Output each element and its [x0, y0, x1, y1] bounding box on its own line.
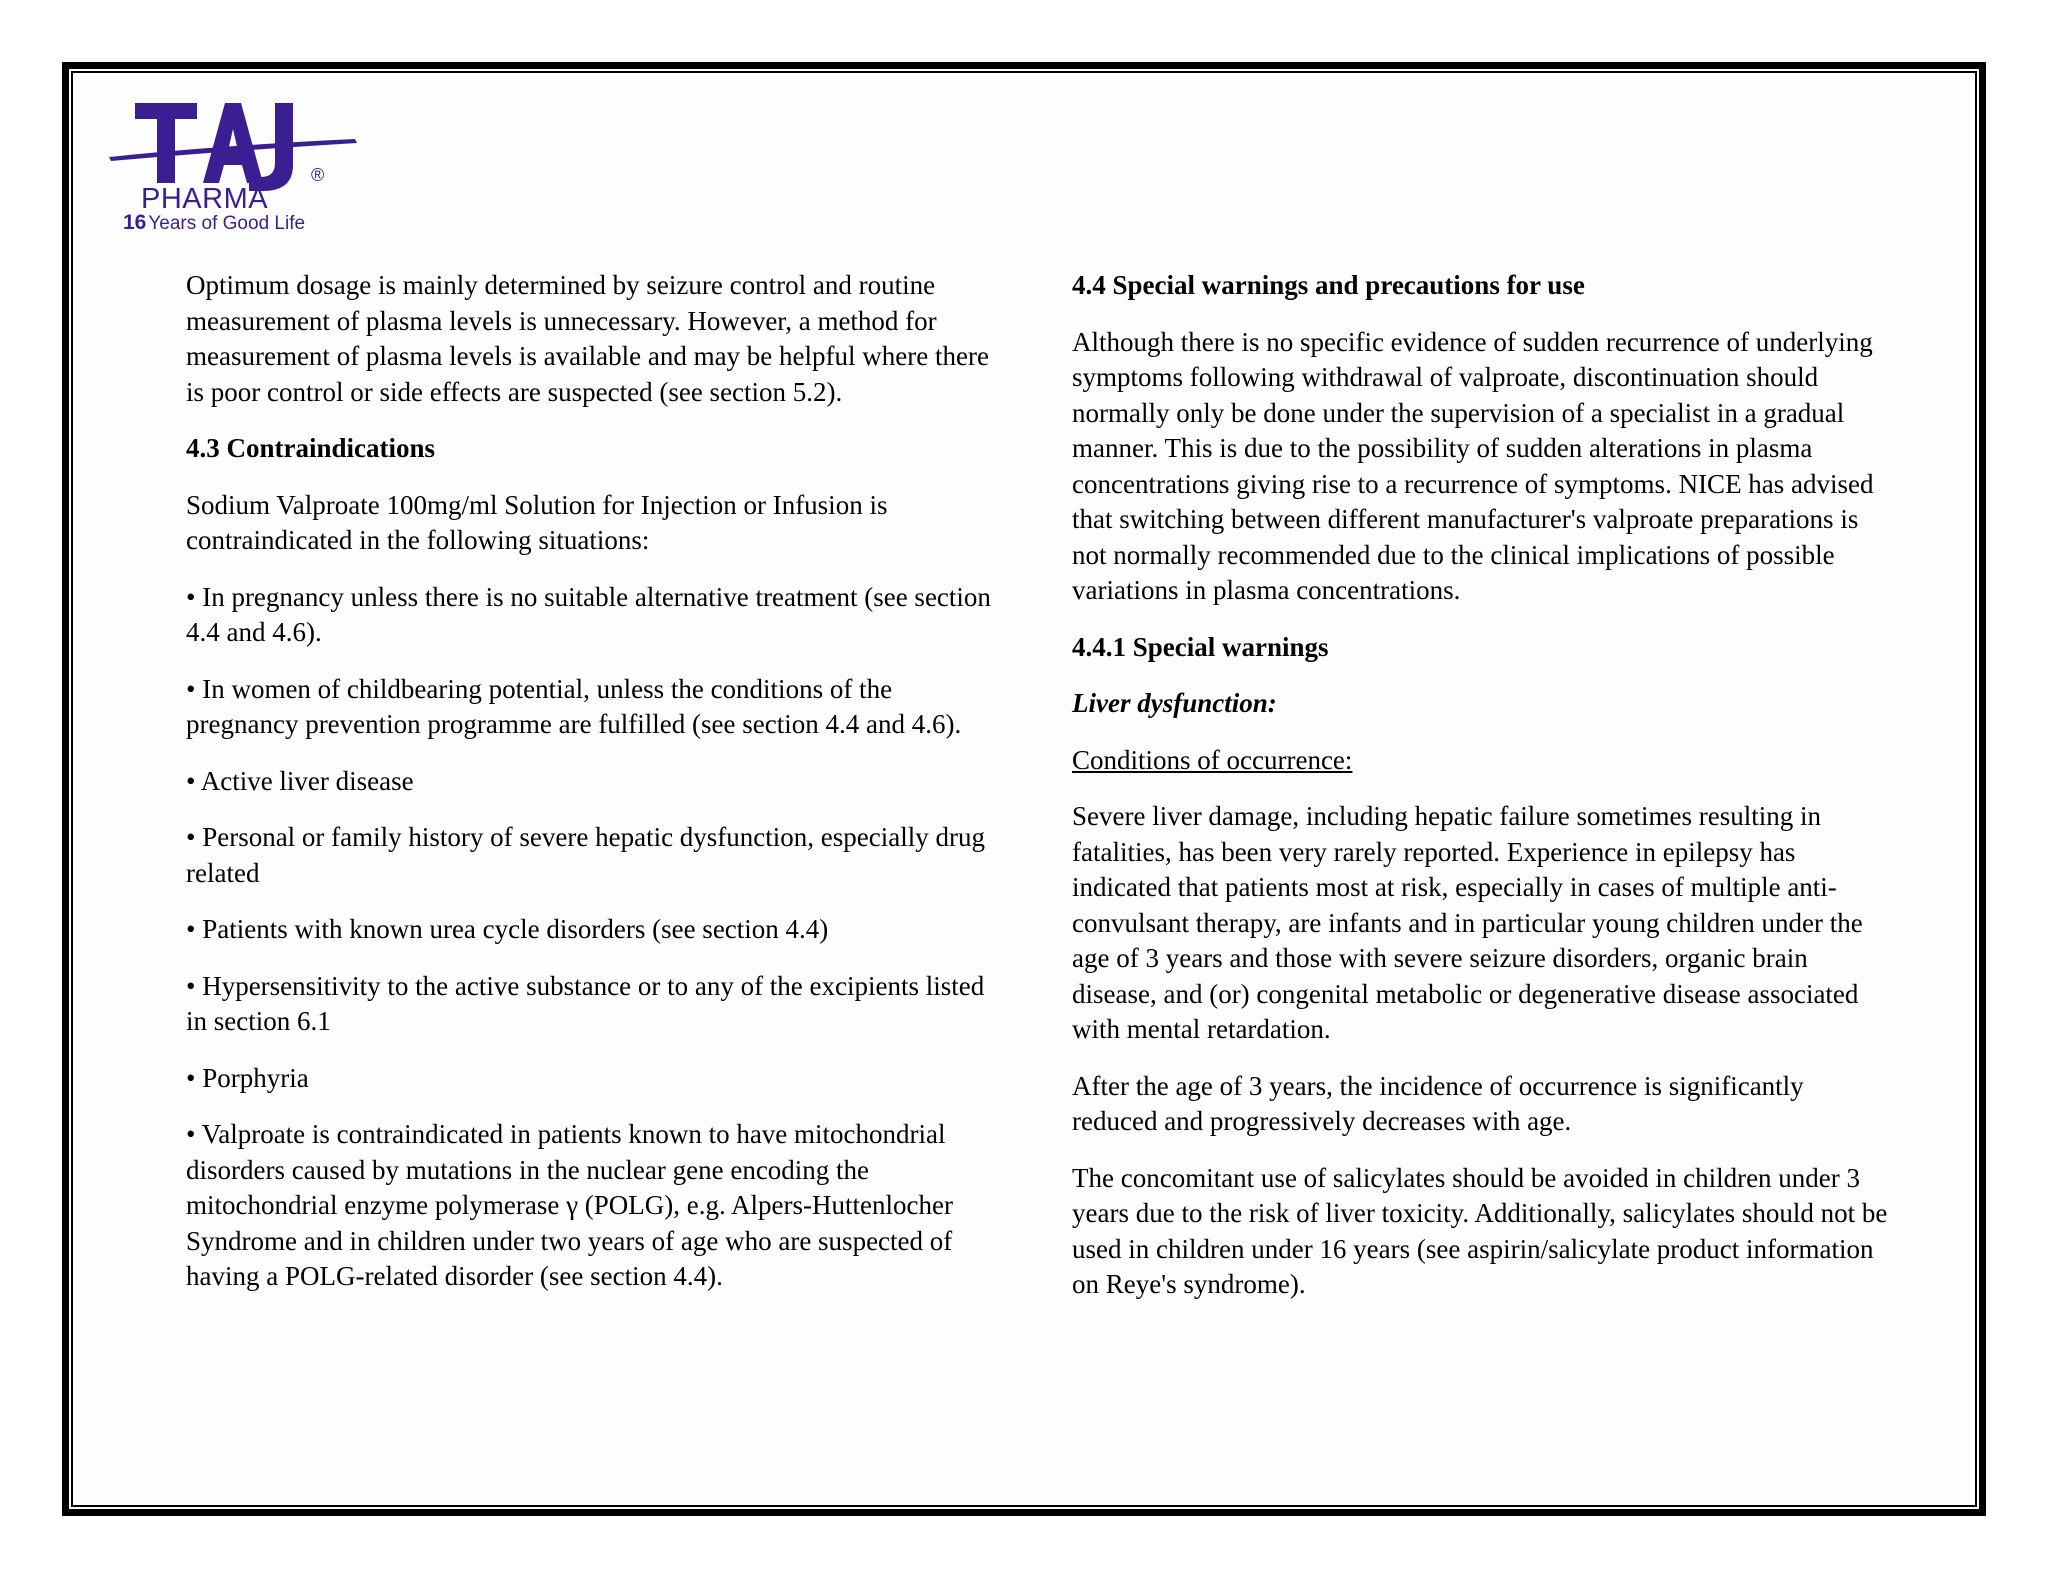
- logo-tagline-text: Years of Good Life: [148, 213, 306, 234]
- registered-mark: ®: [311, 165, 325, 185]
- salicylates-paragraph: The concomitant use of salicylates should be avoided in children under 3 years due to the risk of liver toxicity. Additionally, salicylates should not be used in children under 16 years (see aspirin/salicylate product information on Reye's syndrome).: [1072, 1162, 1888, 1299]
- logo-tagline: [123, 211, 305, 235]
- bullet-item: • Porphyria: [186, 1062, 309, 1093]
- contraindications-lead: Sodium Valproate 100mg/ml Solution for Injection or Infusion is contraindicated in the following situations:: [186, 489, 888, 555]
- left-column: [186, 268, 1006, 1316]
- bullet-item: • In women of childbearing potential, unless the conditions of the pregnancy prevention programme are fulfilled (see section 4.4 and 4.6).: [186, 673, 962, 739]
- liver-damage-paragraph: Severe liver damage, including hepatic failure sometimes resulting in fatalities, has been very rarely reported. Experience in epilepsy has indicated that patients most at risk, especially in cases of multiple anti-convulsant therapy, are infants and in particular young children under the age of 3 years and those with severe seizure disorders, organic brain disease, and (or) congenital metabolic or degenerative disease associated with mental retardation.: [1072, 801, 1863, 1044]
- subsection-heading-special-warnings: 4.4.1 Special warnings: [1072, 631, 1329, 662]
- bullet-item: • Valproate is contraindicated in patients known to have mitochondrial disorders caused by mutations in the nuclear gene encoding the mitochondrial enzyme polymerase γ (POLG), e.g. Alpers-Huttenlocher Syndrome and in children under two years of age who are suspected of having a POLG-related disorder (see section 4.4).: [186, 1119, 953, 1291]
- bullet-item: • Personal or family history of severe hepatic dysfunction, especially drug related: [186, 822, 985, 888]
- bullet-item: • Hypersensitivity to the active substance or to any of the excipients listed in section 6.1: [186, 970, 985, 1036]
- bullet-item: • In pregnancy unless there is no suitable alternative treatment (see section 4.4 and 4.6).: [186, 581, 991, 647]
- withdrawal-paragraph: Although there is no specific evidence of sudden recurrence of underlying symptoms following withdrawal of valproate, discontinuation should normally only be done under the supervision of a specialist in a gradual manner. This is due to the possibility of sudden alterations in plasma concentrations giving rise to a recurrence of symptoms. NICE has advised that switching between different manufacturer's valproate preparations is not normally recommended due to the clinical implications of possible variations in plasma concentrations.: [1072, 326, 1874, 605]
- section-heading-contraindications: 4.3 Contraindications: [186, 433, 436, 463]
- conditions-heading: Conditions of occurrence:: [1072, 744, 1353, 775]
- taj-pharma-logo: [105, 95, 365, 235]
- right-column: [1072, 268, 1892, 1324]
- section-heading-warnings: 4.4 Special warnings and precautions for use: [1072, 270, 1585, 300]
- age-paragraph: After the age of 3 years, the incidence of occurrence is significantly reduced and progressively decreases with age.: [1072, 1070, 1804, 1136]
- taj-logo-mark: [105, 95, 365, 195]
- dosage-paragraph: Optimum dosage is mainly determined by seizure control and routine measurement of plasma levels is unnecessary. However, a method for measurement of plasma levels is available and may be helpful where there is poor control or side effects are suspected (see section 5.2).: [186, 270, 989, 407]
- bullet-item: • Active liver disease: [186, 765, 414, 796]
- logo-tagline-number: 16: [123, 211, 147, 234]
- liver-dysfunction-heading: Liver dysfunction:: [1072, 688, 1277, 718]
- logo-pharma-text: PHARMA: [141, 183, 269, 215]
- bullet-item: • Patients with known urea cycle disorders (see section 4.4): [186, 914, 829, 944]
